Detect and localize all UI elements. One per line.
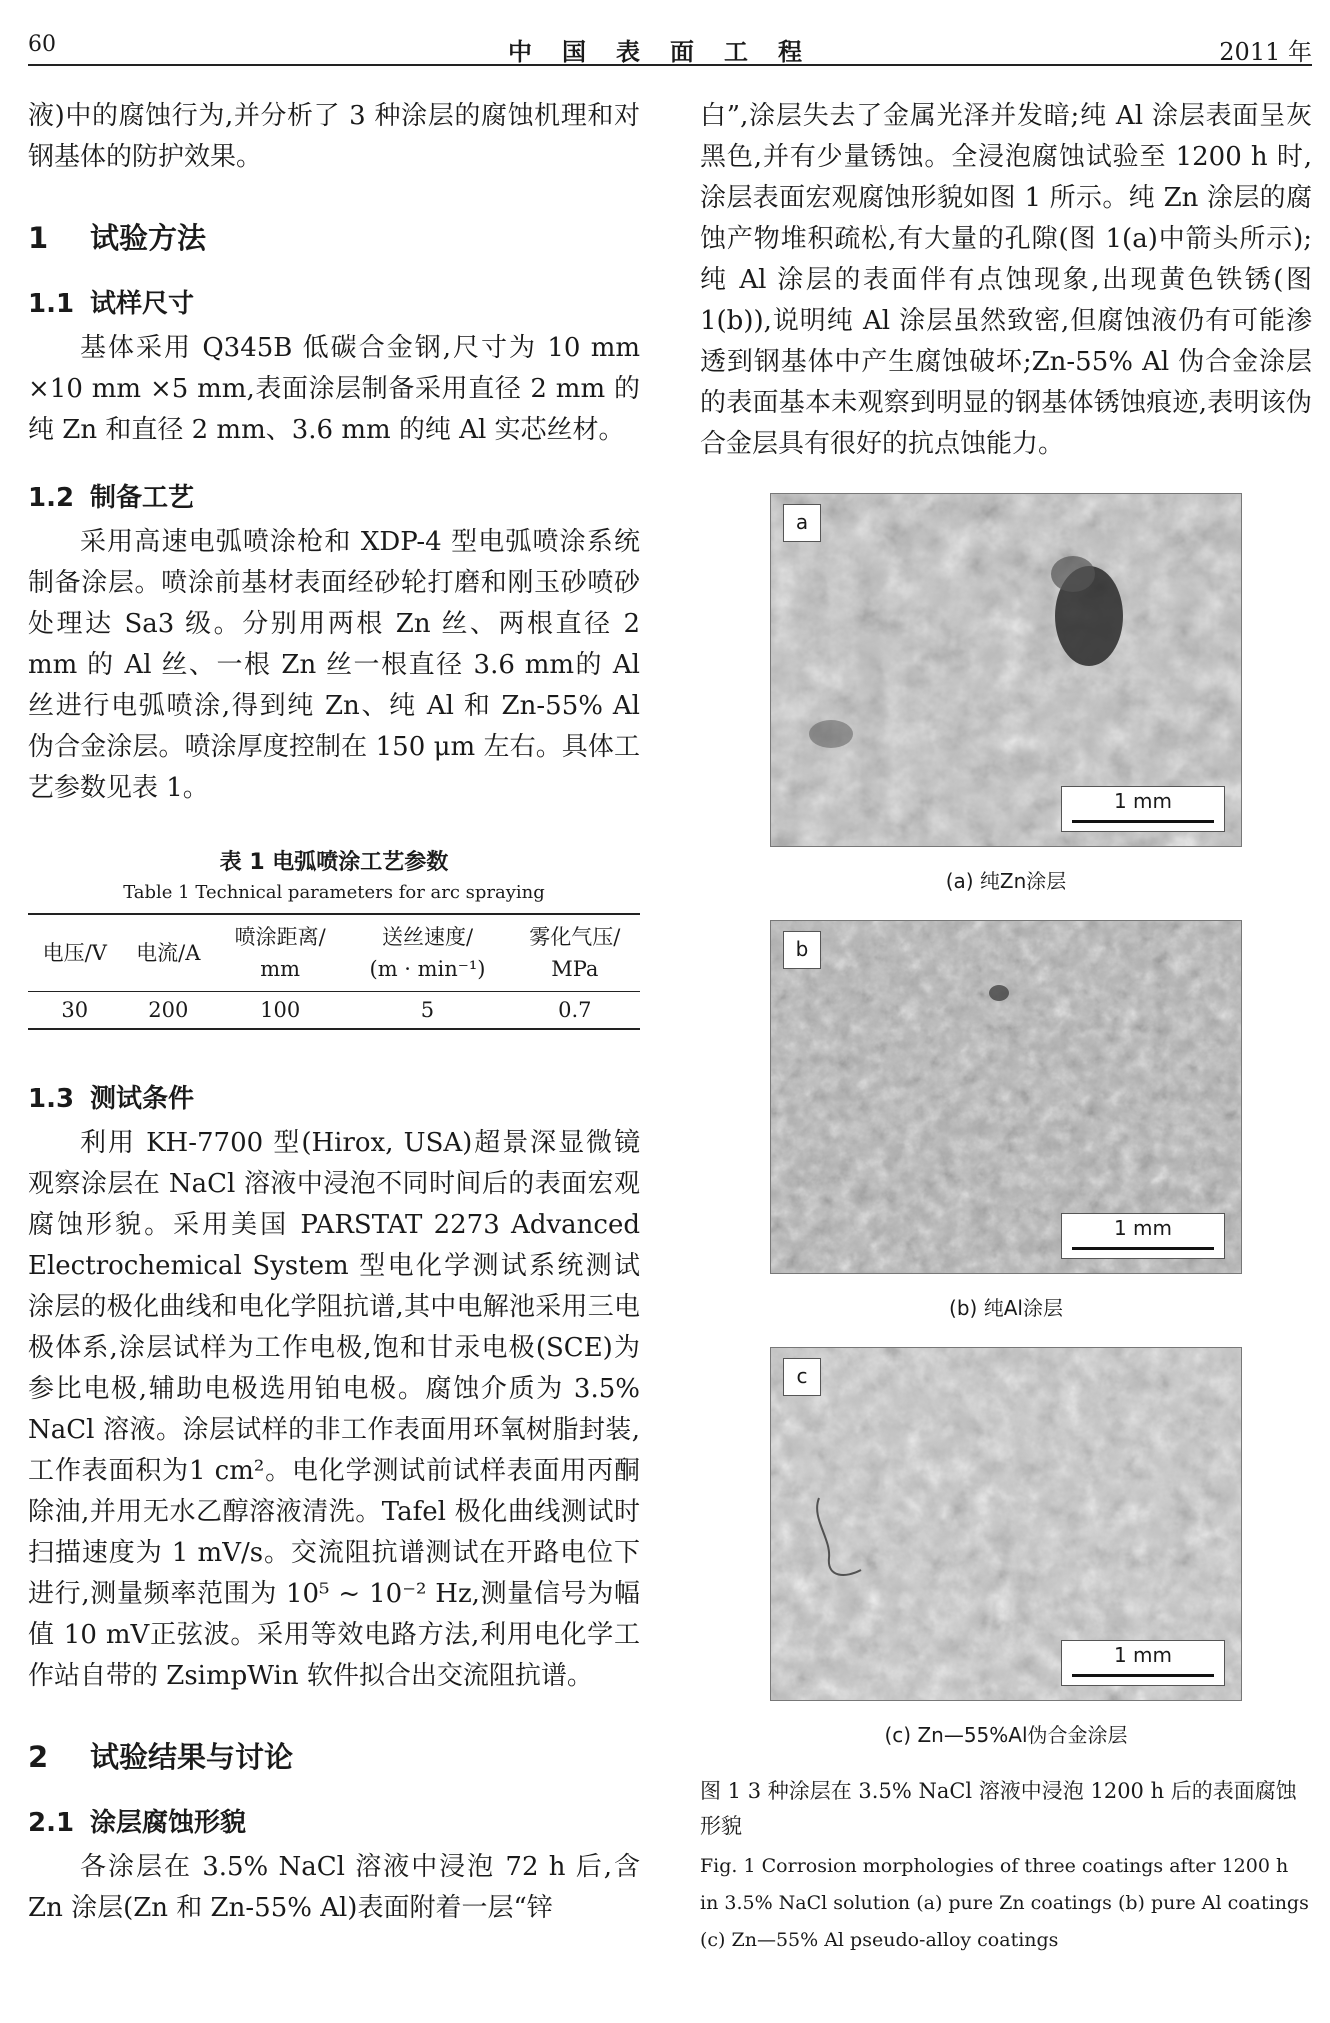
micrograph-c — [770, 1347, 1242, 1701]
figure-caption: 图 1 3 种涂层在 3.5% NaCl 溶液中浸泡 1200 h 后的表面腐蚀形貌 — [700, 1779, 1297, 1838]
section-title: 涂层腐蚀形貌 — [90, 1808, 247, 1838]
paragraph-2-1: 各涂层在 3.5% NaCl 溶液中浸泡 72 h 后,含 Zn 涂层(Zn 和 Zn-55% Al)表面附着一层“锌 — [28, 1852, 640, 1923]
page-number: 60 — [28, 32, 56, 57]
section-title: 试样尺寸 — [90, 289, 195, 319]
section-title: 试验方法 — [90, 221, 207, 255]
intro-paragraph: 液)中的腐蚀行为,并分析了 3 种涂层的腐蚀机理和对钢基体的防护效果。 — [28, 101, 640, 172]
figure-label: c — [783, 1358, 821, 1396]
table-cell: 100 — [260, 998, 301, 1022]
scale-bar: 1 mm — [1061, 1640, 1225, 1686]
subfigure-caption: (a) 纯Zn涂层 — [945, 869, 1067, 893]
table-caption-en: Table 1 Technical parameters for arc spraying — [123, 882, 545, 903]
section-1-1-heading — [28, 283, 640, 320]
table-header-cell: 电流/A — [122, 914, 216, 992]
section-number: 1.2 — [28, 483, 75, 513]
table-cell: 30 — [61, 998, 89, 1022]
table-header-cell: 送丝速度/ (m · min⁻¹) — [345, 914, 509, 992]
header-rule — [28, 64, 1312, 66]
scale-bar: 1 mm — [1061, 786, 1225, 832]
micrograph-a — [770, 493, 1242, 847]
table-header-cell: 电压/V — [28, 914, 122, 992]
section-number: 2 — [28, 1740, 49, 1774]
table-cell: 200 — [148, 998, 189, 1022]
subfigure-caption: (b) 纯Al涂层 — [949, 1296, 1063, 1320]
table-caption: 表 1 电弧喷涂工艺参数 — [219, 850, 449, 875]
section-number: 1 — [28, 221, 49, 255]
table-cell: 0.7 — [558, 998, 592, 1022]
table-header-cell: 雾化气压/ MPa — [510, 914, 640, 992]
paragraph-2-1-continued: 白”,涂层失去了金属光泽并发暗;纯 Al 涂层表面呈灰黑色,并有少量锈蚀。全浸泡腐蚀试验至 1200 h 时,涂层表面宏观腐蚀形貌如图 1 所示。纯 Zn 涂层的腐蚀产物堆积疏松,有大量的孔隙(图 1(a)中箭头所示);纯 Al 涂层的表面伴有点蚀现象,出现黄色铁锈(图 1(b)),说明纯 Al 涂层虽然致密,但腐蚀液仍有可能渗透到钢基体中产生腐蚀破坏;Zn-55% Al 伪合金涂层的表面基本未观察到明显的钢基体锈蚀痕迹,表明该伪合金层具有很好的抗点蚀能力。 — [700, 101, 1312, 459]
section-title: 试验结果与讨论 — [90, 1740, 294, 1774]
section-1-3-heading — [28, 1078, 640, 1115]
right-column — [700, 96, 1312, 1959]
micrograph-b — [770, 920, 1242, 1274]
section-2-heading — [28, 1735, 640, 1776]
figure-label: b — [783, 931, 821, 969]
section-1-2-heading — [28, 477, 640, 514]
subfigure-caption: (c) Zn—55%Al伪合金涂层 — [884, 1723, 1128, 1747]
parameters-table — [28, 913, 640, 1030]
issue-year: 2011 年 — [1219, 38, 1312, 66]
scale-bar: 1 mm — [1061, 1213, 1225, 1259]
running-header — [28, 28, 1312, 68]
table-header-cell: 喷涂距离/ mm — [215, 914, 345, 992]
paragraph-1-2: 采用高速电弧喷涂枪和 XDP-4 型电弧喷涂系统制备涂层。喷涂前基材表面经砂轮打磨和刚玉砂喷砂处理达 Sa3 级。分别用两根 Zn 丝、两根直径 2 mm 的 Al 丝、一根 Zn 丝一根直径 3.6 mm的 Al 丝进行电弧喷涂,得到纯 Zn、纯 Al 和 Zn-55% Al 伪合金涂层。喷涂厚度控制在 150 μm 左右。具体工艺参数见表 1。 — [28, 527, 640, 803]
section-number: 2.1 — [28, 1808, 75, 1838]
section-number: 1.3 — [28, 1084, 75, 1114]
section-1-heading — [28, 216, 640, 257]
figure-caption-en: Fig. 1 Corrosion morphologies of three coatings after 1200 h in 3.5% NaCl solution (a) pure Zn coatings (b) pure Al coatings (c) Zn—55% Al pseudo-alloy coatings — [700, 1855, 1309, 1951]
section-2-1-heading — [28, 1802, 640, 1839]
table-row — [28, 992, 640, 1030]
figure-label: a — [783, 504, 821, 542]
section-number: 1.1 — [28, 289, 75, 319]
section-title: 测试条件 — [90, 1084, 195, 1114]
section-title: 制备工艺 — [90, 483, 195, 513]
paragraph-1-3: 利用 KH-7700 型(Hirox, USA)超景深显微镜观察涂层在 NaCl 溶液中浸泡不同时间后的表面宏观腐蚀形貌。采用美国 PARSTAT 2273 Advanced Electrochemical System 型电化学测试系统测试涂层的极化曲线和电化学阻抗谱,其中电解池采用三电极体系,涂层试样为工作电极,饱和甘汞电极(SCE)为参比电极,辅助电极选用铂电极。腐蚀介质为 3.5% NaCl 溶液。涂层试样的非工作表面用环氧树脂封装,工作表面积为1 cm²。电化学测试前试样表面用丙酮除油,并用无水乙醇溶液清洗。Tafel 极化曲线测试时扫描速度为 1 mV/s。交流阻抗谱测试在开路电位下进行,测量频率范围为 10⁵ ~ 10⁻² Hz,测量信号为幅值 10 mV正弦波。采用等效电路方法,利用电化学工作站自带的 ZsimpWin 软件拟合出交流阻抗谱。 — [28, 1128, 640, 1691]
journal-title: 中国表面工程 — [508, 37, 832, 66]
left-column — [28, 96, 640, 1929]
table-cell: 5 — [420, 998, 435, 1022]
paragraph-1-1: 基体采用 Q345B 低碳合金钢,尺寸为 10 mm ×10 mm ×5 mm,表面涂层制备采用直径 2 mm 的纯 Zn 和直径 2 mm、3.6 mm 的纯 Al 实芯丝材。 — [28, 333, 640, 445]
